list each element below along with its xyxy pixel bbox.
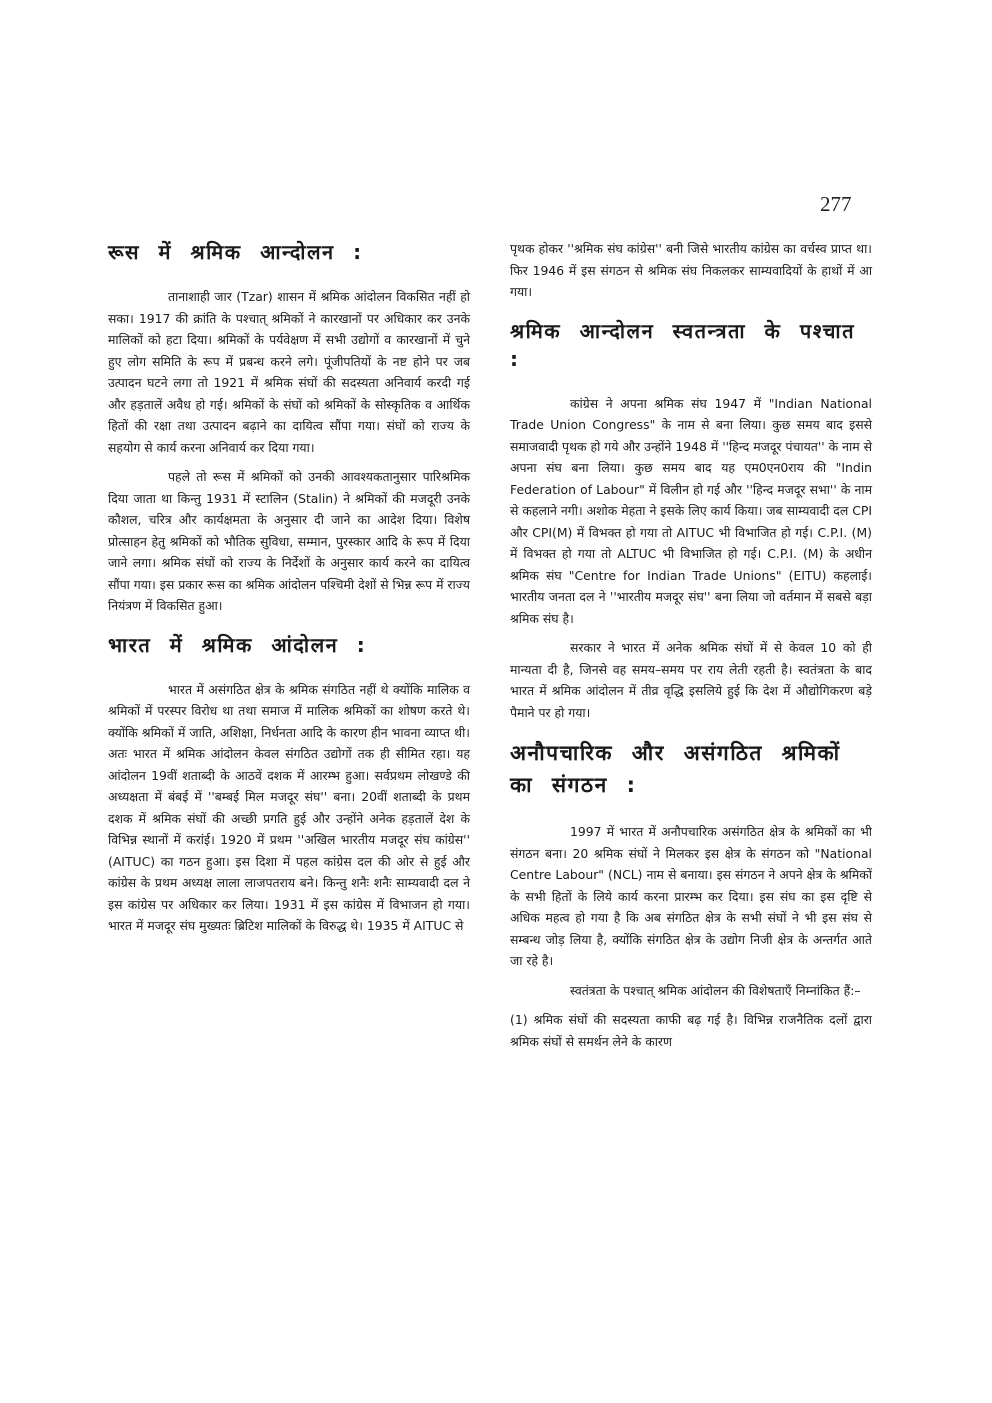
paragraph-informal-2: स्वतंत्रता के पश्चात् श्रमिक आंदोलन की विशेषताएँ निम्नांकित हैं:– bbox=[570, 982, 861, 998]
paragraph-russia-1: तानाशाही जार (Tzar) शासन में श्रमिक आंदोलन विकसित नहीं हो सका। 1917 की क्रांति के पश्चात् श्रमिकों ने कारखानों पर अधिकार कर उनके मालिकों को हटा दिया। श्रमिकों के पर्यवेक्षण में सभी उद्योगों व कारखानों में चुने हुए लोग समिति के रूप में प्रबन्ध करने लगे। पूंजीपतियों के नष्ट होने पर जब उत्पादन घटने लगा तो 1921 में श्रमिक संघों की सदस्यता अनिवार्य करदी गई और हड़तालें अवैध हो गई। श्रमिकों के संघों को श्रमिकों के सोस्कृतिक व आर्थिक हितों की रक्षा तथा उत्पादन बढ़ाने का दायित्व सौंपा गया। संघों को राज्य के सहयोग से कार्य करना अनिवार्य कर दिया गया। bbox=[108, 289, 470, 455]
heading-post-independence: श्रमिक आन्दोलन स्वतन्त्रता के पश्चात : bbox=[510, 318, 856, 371]
paragraph-post-independence-1: कांग्रेस ने अपना श्रमिक संघ 1947 में "Indian National Trade Union Congress" के नाम से बना लिया। कुछ समय बाद इससे समाजवादी पृथक हो गये और उन्होंने 1948 में ''हिन्द मजदूर पंचायत'' के नाम से अपना संघ बना लिया। कुछ समय बाद यह एम0एन0राय की "Indin Federation of Labour" में विलीन हो गई और ''हिन्द मजदूर सभा'' के नाम से कहलाने नगी। अशोक मेहता ने इसके लिए कार्य किया। जब साम्यवादी दल CPI और CPI(M) में विभक्त हो गया तो AITUC भी विभाजित हो गई। C.P.I. (M) में विभक्त हो गया तो ALTUC भी विभाजित हो गई। C.P.I. (M) के अधीन श्रमिक संघ "Centre for Indian Trade Unions" (EITU) कहलाई। भारतीय जनता दल ने ''भारतीय मजदूर संघ'' बना लिया जो वर्तमान में सबसे बड़ा श्रमिक संघ है। bbox=[510, 395, 872, 626]
paragraph-post-independence-2: सरकार ने भारत में अनेक श्रमिक संघों में से केवल 10 को ही मान्यता दी है, जिनसे वह समय–समय पर राय लेती रहती है। स्वतंत्रता के बाद भारत में श्रमिक आंदोलन में तीव्र वृद्धि इसलिये हुई कि देश में औद्योगिकरण बड़े पैमाने पर हो गया। bbox=[510, 640, 872, 720]
right-column bbox=[510, 238, 872, 1060]
paragraph-india-1: भारत में असंगठित क्षेत्र के श्रमिक संगठित नहीं थे क्योंकि मालिक व श्रमिकों में परस्पर विरोध था तथा समाज में मालिक श्रमिकों का शोषण करते थे। क्योंकि श्रमिकों में जाति, अशिक्षा, निर्धनता आदि के कारण हीन भावना व्याप्त थी। अतः भारत में श्रमिक आंदोलन केवल संगठित उद्योगों तक ही सीमित रहा। यह आंदोलन 19वीं शताब्दी के आठवें दशक में आरम्भ हुआ। सर्वप्रथम लोखण्डे की अध्यक्षता में बंबई में ''बम्बई मिल मजदूर संघ'' बना। 20वीं शताब्दी के प्रथम दशक में श्रमिक संघों की अच्छी प्रगति हुई और उन्होंने अनेक हड़तालें देश के विभिन्न स्थानों में करांई। 1920 में प्रथम ''अखिल भारतीय मजदूर संघ कांग्रेस'' (AITUC) का गठन हुआ। इस दिशा में पहल कांग्रेस दल की ओर से हुई और कांग्रेस के प्रथम अध्यक्ष लाला लाजपतराय बने। किन्तु शनैः शनैः साम्यवादी दल ने इस कांग्रेस पर अधिकार कर लिया। 1931 में इस कांग्रेस में विभाजन हो गया। भारत में मजदूर संघ मुख्यतः ब्रिटिश मालिकों के विरुद्ध थे। 1935 में AITUC से bbox=[108, 681, 470, 933]
paragraph-russia-2: पहले तो रूस में श्रमिकों को उनकी आवश्यकतानुसार पारिश्रमिक दिया जाता था किन्तु 1931 में स्टालिन (Stalin) ने श्रमिकों की मजदूरी उनके कौशल, चरित्र और कार्यक्षमता के अनुसार दी जाने का आदेश दिया। विशेष प्रोत्साहन हेतु श्रमिकों को भौतिक सुविधा, सम्मान, पुरस्कार आदि के रूप में दिया जाने लगा। श्रमिक संघों को राज्य के निर्देशों के अनुसार कार्य करने का दायित्व सौंपा गया। इस प्रकार रूस का श्रमिक आंदोलन पश्चिमी देशों से भिन्न रूप में राज्य नियंत्रण में विकसित हुआ। bbox=[108, 469, 470, 613]
paragraph-informal-1: 1997 में भारत में अनौपचारिक असंगठित क्षेत्र के श्रमिकों का भी संगठन बना। 20 श्रमिक संघों ने मिलकर इस क्षेत्र के संगठन को "National Centre Labour" (NCL) नाम से बनाया। इस संगठन ने अपने क्षेत्र के श्रमिकों के सभी हितों के लिये कार्य करना प्रारम्भ कर दिया। इस संघ का इस दृष्टि से अधिक महत्व हो गया है कि अब संगठित क्षेत्र के सभी संघों ने भी इस संघ से सम्बन्ध जोड़ लिया है, क्योंकि संगठित क्षेत्र के उद्योग निजी क्षेत्र के अन्तर्गत आते जा रहे है। bbox=[510, 824, 872, 968]
paragraph-informal-3: (1) श्रमिक संघों की सदस्यता काफी बढ़ गई है। विभिन्न राजनैतिक दलों द्वारा श्रमिक संघों से समर्थन लेने के कारण bbox=[510, 1012, 872, 1049]
paragraph-continuation: पृथक होकर ''श्रमिक संघ कांग्रेस'' बनी जिसे भारतीय कांग्रेस का वर्चस्व प्राप्त था। फिर 1946 में इस संगठन से श्रमिक संघ निकलकर साम्यवादियों के हाथों में आ गया। bbox=[510, 241, 872, 299]
page-number: 277 bbox=[820, 192, 852, 216]
heading-india-labour-movement: भारत में श्रमिक आंदोलन : bbox=[108, 632, 367, 657]
left-column bbox=[108, 238, 470, 945]
heading-informal-workers: अनौपचारिक और असंगठित श्रमिकों का संगठन : bbox=[510, 741, 841, 797]
heading-russia-labour-movement: रूस में श्रमिक आन्दोलन : bbox=[108, 240, 363, 264]
